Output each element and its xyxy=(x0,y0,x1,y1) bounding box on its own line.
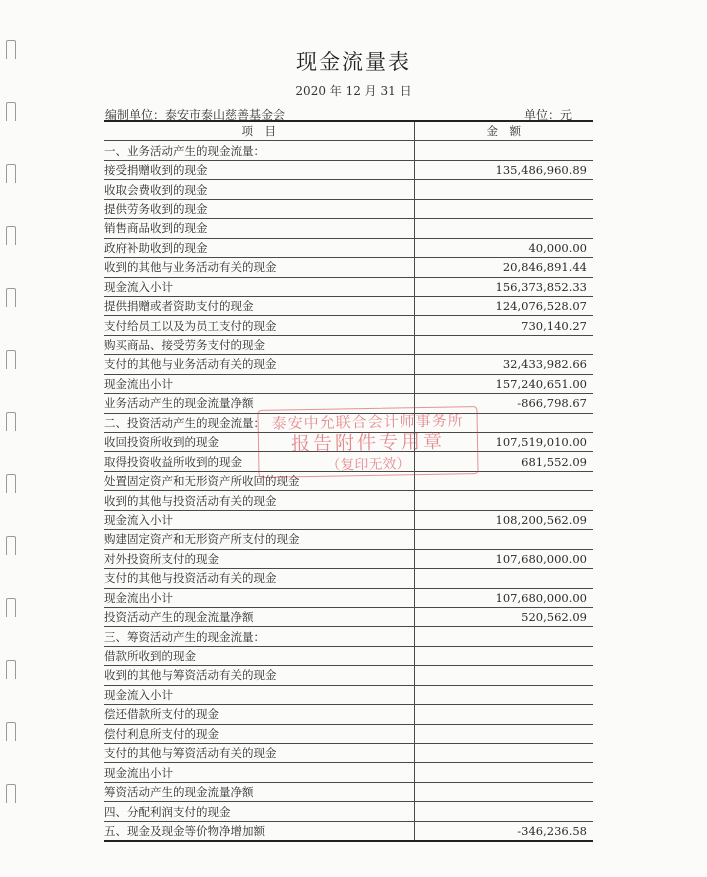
row-amount xyxy=(414,724,593,743)
row-amount xyxy=(414,569,593,588)
row-label: 取得投资收益所收到的现金 xyxy=(104,452,414,471)
accounting-firm-stamp xyxy=(257,406,478,478)
table-row xyxy=(104,491,593,510)
table-row xyxy=(104,141,593,160)
table-row xyxy=(104,258,593,277)
row-amount: 681,552.09 xyxy=(414,452,593,471)
punch-hole xyxy=(6,164,16,183)
row-amount: 107,680,000.00 xyxy=(414,549,593,568)
row-amount xyxy=(414,219,593,238)
report-date: 2020 年 12 月 31 日 xyxy=(295,84,412,98)
row-amount xyxy=(414,530,593,549)
row-label: 偿付利息所支付的现金 xyxy=(104,724,414,743)
unit-label: 单位：元 xyxy=(524,108,573,122)
table-row xyxy=(104,316,593,335)
row-label: 三、筹资活动产生的现金流量： xyxy=(104,627,414,646)
table-row xyxy=(104,685,593,704)
row-amount xyxy=(414,763,593,782)
row-amount xyxy=(414,199,593,218)
row-label: 现金流出小计 xyxy=(104,374,414,393)
row-amount xyxy=(414,685,593,704)
table-row xyxy=(104,549,593,568)
table-row xyxy=(104,199,593,218)
row-label: 收到的其他与筹资活动有关的现金 xyxy=(104,666,414,685)
table-header-row xyxy=(104,121,593,141)
row-amount xyxy=(414,744,593,763)
punch-hole xyxy=(6,536,16,555)
row-amount: -866,798.67 xyxy=(414,394,593,413)
table-row xyxy=(104,277,593,296)
row-amount: 32,433,982.66 xyxy=(414,355,593,374)
row-label: 提供捐赠或者资助支付的现金 xyxy=(104,296,414,315)
table-row xyxy=(104,802,593,821)
punch-hole xyxy=(6,288,16,307)
table-row xyxy=(104,374,593,393)
table-row xyxy=(104,744,593,763)
row-label: 支付给员工以及为员工支付的现金 xyxy=(104,316,414,335)
table-row xyxy=(104,180,593,199)
row-label: 支付的其他与业务活动有关的现金 xyxy=(104,355,414,374)
table-row xyxy=(104,588,593,607)
punch-hole xyxy=(6,102,16,121)
row-amount xyxy=(414,666,593,685)
row-amount: 520,562.09 xyxy=(414,607,593,626)
organization-label: 编制单位：泰安市泰山慈善基金会 xyxy=(105,108,286,122)
table-row xyxy=(104,219,593,238)
table-row xyxy=(104,238,593,257)
table-row xyxy=(104,296,593,315)
punch-hole xyxy=(6,226,16,245)
row-amount xyxy=(414,335,593,354)
row-amount xyxy=(414,646,593,665)
row-amount xyxy=(414,802,593,821)
table-row xyxy=(104,627,593,646)
column-header-item: 项 目 xyxy=(104,121,414,141)
row-label: 收到的其他与投资活动有关的现金 xyxy=(104,491,414,510)
row-label: 对外投资所支付的现金 xyxy=(104,549,414,568)
row-label: 业务活动产生的现金流量净额 xyxy=(104,394,414,413)
table-row xyxy=(104,705,593,724)
table-row xyxy=(104,724,593,743)
row-label: 筹资活动产生的现金流量净额 xyxy=(104,782,414,801)
row-label: 收到的其他与业务活动有关的现金 xyxy=(104,258,414,277)
row-amount xyxy=(414,180,593,199)
row-amount: 157,240,651.00 xyxy=(414,374,593,393)
row-amount: 20,846,891.44 xyxy=(414,258,593,277)
row-label: 处置固定资产和无形资产所收回的现金 xyxy=(104,471,414,490)
row-label: 一、业务活动产生的现金流量： xyxy=(104,141,414,160)
row-label: 投资活动产生的现金流量净额 xyxy=(104,607,414,626)
row-amount xyxy=(414,627,593,646)
row-amount: 107,519,010.00 xyxy=(414,433,593,452)
row-label: 现金流入小计 xyxy=(104,685,414,704)
row-label: 购买商品、接受劳务支付的现金 xyxy=(104,335,414,354)
row-amount: 730,140.27 xyxy=(414,316,593,335)
page-title: 现金流量表 xyxy=(296,50,411,74)
row-amount: 135,486,960.89 xyxy=(414,160,593,179)
row-label: 接受捐赠收到的现金 xyxy=(104,160,414,179)
punch-hole xyxy=(6,350,16,369)
row-label: 二、投资活动产生的现金流量： xyxy=(104,413,414,432)
row-label: 现金流入小计 xyxy=(104,277,414,296)
table-row xyxy=(104,646,593,665)
row-label: 现金流出小计 xyxy=(104,588,414,607)
row-label: 政府补助收到的现金 xyxy=(104,238,414,257)
row-label: 支付的其他与筹资活动有关的现金 xyxy=(104,744,414,763)
row-label: 销售商品收到的现金 xyxy=(104,219,414,238)
row-amount: 156,373,852.33 xyxy=(414,277,593,296)
stamp-note: （复印无效） xyxy=(326,456,411,474)
punch-hole xyxy=(6,722,16,741)
row-amount: 108,200,562.09 xyxy=(414,510,593,529)
row-label: 借款所收到的现金 xyxy=(104,646,414,665)
row-label: 偿还借款所支付的现金 xyxy=(104,705,414,724)
row-label: 支付的其他与投资活动有关的现金 xyxy=(104,569,414,588)
table-row xyxy=(104,335,593,354)
row-amount xyxy=(414,705,593,724)
column-header-amount: 金 额 xyxy=(414,121,593,141)
row-amount: 107,680,000.00 xyxy=(414,588,593,607)
row-amount xyxy=(414,491,593,510)
row-amount: -346,236.58 xyxy=(414,821,593,841)
row-label: 现金流出小计 xyxy=(104,763,414,782)
punch-hole xyxy=(6,598,16,617)
table-row xyxy=(104,821,593,841)
table-row xyxy=(104,607,593,626)
row-label: 收取会费收到的现金 xyxy=(104,180,414,199)
binder-holes xyxy=(6,30,20,860)
row-amount: 124,076,528.07 xyxy=(414,296,593,315)
table-row xyxy=(104,782,593,801)
punch-hole xyxy=(6,660,16,679)
row-label: 五、现金及现金等价物净增加额 xyxy=(104,821,414,841)
stamp-title: 报告附件专用章 xyxy=(290,430,446,456)
table-row xyxy=(104,510,593,529)
table-row xyxy=(104,763,593,782)
table-row xyxy=(104,569,593,588)
row-label: 购建固定资产和无形资产所支付的现金 xyxy=(104,530,414,549)
row-amount: 40,000.00 xyxy=(414,238,593,257)
table-row xyxy=(104,530,593,549)
row-label: 收回投资所收到的现金 xyxy=(104,433,414,452)
row-label: 现金流入小计 xyxy=(104,510,414,529)
table-row xyxy=(104,160,593,179)
punch-hole xyxy=(6,412,16,431)
table-row xyxy=(104,666,593,685)
punch-hole xyxy=(6,474,16,493)
stamp-firm-name: 泰安中允联合会计师事务所 xyxy=(271,411,464,433)
cash-flow-table xyxy=(104,120,593,842)
row-amount xyxy=(414,782,593,801)
row-amount xyxy=(414,141,593,160)
row-label: 提供劳务收到的现金 xyxy=(104,199,414,218)
punch-hole xyxy=(6,784,16,803)
row-label: 四、分配利润支付的现金 xyxy=(104,802,414,821)
table-row xyxy=(104,355,593,374)
